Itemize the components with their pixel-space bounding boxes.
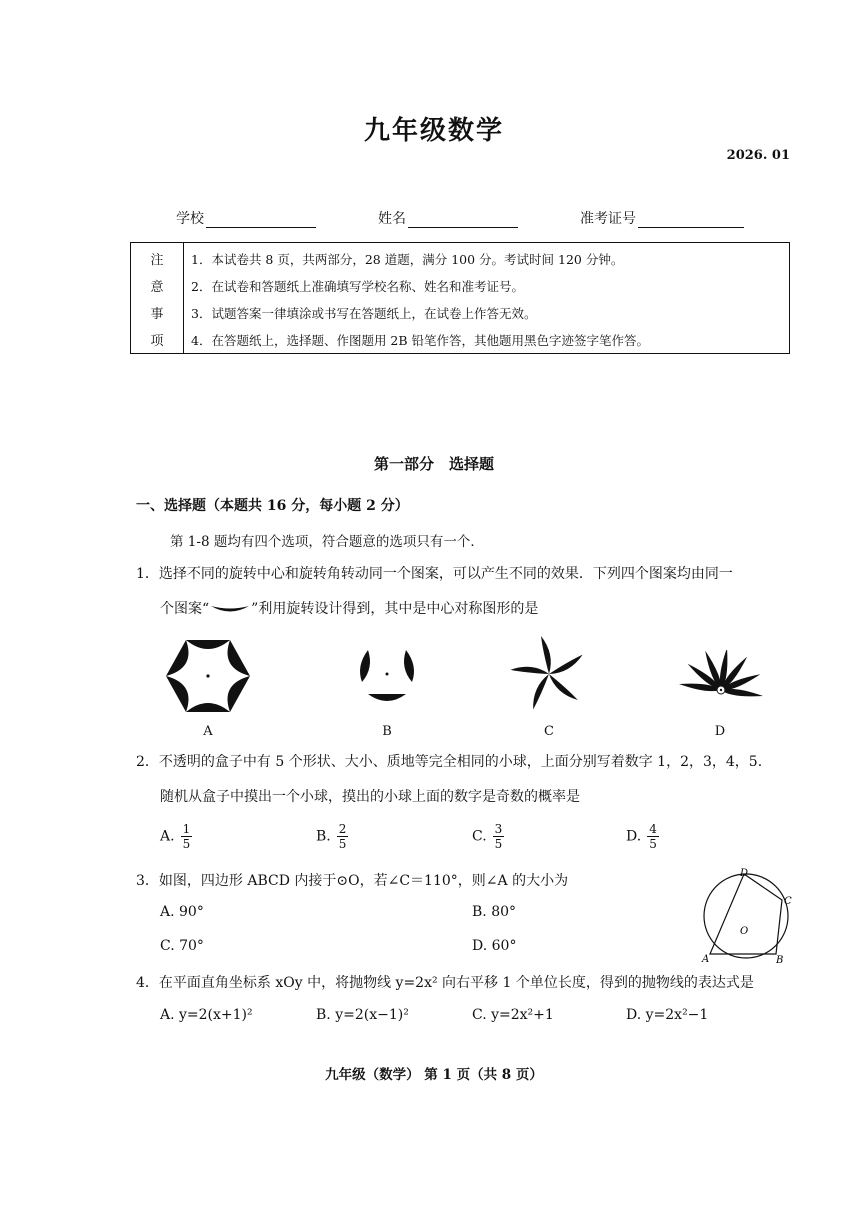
notice-side-label (131, 243, 184, 353)
figure-label-o: O (740, 926, 749, 937)
school-label: 学校 (176, 211, 204, 227)
q4-option-d[interactable]: D. y=2x²−1 (626, 1007, 709, 1023)
section-intro: 第 1-8 题均有四个选项，符合题意的选项只有一个． (170, 534, 484, 550)
q4-text-line1: 4．在平面直角坐标系 xOy 中，将抛物线 y=2x² 向右平移 1 个单位长度，得到的抛物线的表达式是 (136, 975, 754, 991)
q1-label-b: B (382, 724, 392, 739)
name-field[interactable] (378, 208, 518, 228)
notice-box (130, 242, 790, 354)
notice-char: 项 (150, 334, 164, 349)
figure-label-d: D (740, 868, 749, 879)
q2-option-d[interactable]: D. $\frac{4}{5}$ (626, 822, 657, 851)
q2-text-line1: 2．不透明的盒子中有 5 个形状、大小、质地等完全相同的小球，上面分别写着数字 1，2，3，4，5. (136, 754, 763, 770)
q3-option-b[interactable]: B. 80° (472, 904, 517, 920)
q1-text-pre: 个图案“ (160, 601, 210, 617)
notice-char: 意 (150, 280, 164, 295)
q1-label-a: A (203, 724, 213, 739)
q1-figure-c-pinwheel-icon[interactable] (506, 634, 592, 714)
q4-option-a[interactable]: A. y=2(x+1)² (160, 1007, 253, 1023)
q1-figure-b-circle-segments-icon[interactable] (354, 640, 420, 706)
exam-date: 2026. 01 (726, 148, 790, 163)
notice-char: 事 (150, 307, 164, 322)
name-label: 姓名 (378, 211, 406, 227)
q2-option-c[interactable]: C. $\frac{3}{5}$ (472, 822, 503, 851)
q3-option-a[interactable]: A. 90° (160, 904, 204, 920)
crescent-pattern-icon (209, 603, 251, 615)
notice-item: 1．本试卷共 8 页，共两部分，28 道题，满分 100 分。考试时间 120 分钟。 (191, 252, 624, 267)
q3-circle-figure (698, 864, 798, 964)
q2-option-a[interactable]: A. $\frac{1}{5}$ (160, 822, 191, 851)
q1-text-line1: 1．选择不同的旋转中心和旋转角转动同一个图案，可以产生不同的效果．下列四个图案均由同一 (136, 566, 733, 582)
part-title: 第一部分 选择题 (373, 455, 494, 473)
notice-item: 2．在试卷和答题纸上准确填写学校名称、姓名和准考证号。 (191, 279, 524, 294)
notice-item: 3．试题答案一律填涂或书写在答题纸上，在试卷上作答无效。 (191, 306, 537, 321)
q3-option-d[interactable]: D. 60° (472, 938, 517, 954)
notice-item: 4．在答题纸上，选择题、作图题用 2B 铅笔作答，其他题用黑色字迹签字笔作答。 (191, 333, 650, 348)
q1-text-post: ”利用旋转设计得到，其中是中心对称图形的是 (251, 601, 539, 617)
q3-text-line1: 3．如图，四边形 ABCD 内接于⊙O，若∠C＝110°，则∠A 的大小为 (136, 873, 569, 889)
q1-label-c: C (544, 724, 554, 739)
name-blank[interactable] (408, 213, 518, 228)
figure-label-c: C (784, 896, 792, 907)
q4-option-c[interactable]: C. y=2x²+1 (472, 1007, 554, 1023)
section-title: 一、选择题（本题共 16 分，每小题 2 分） (136, 498, 409, 514)
exam-id-field[interactable] (580, 208, 744, 228)
q3-option-c[interactable]: C. 70° (160, 938, 204, 954)
page-footer: 九年级（数学） 第 1 页（共 8 页） (325, 1067, 543, 1083)
q1-figure-a-hexagon-icon[interactable] (164, 636, 252, 716)
page-title: 九年级数学 (363, 116, 504, 146)
figure-label-b: B (776, 955, 784, 964)
figure-label-a: A (702, 954, 710, 964)
q1-text-line2 (160, 598, 538, 618)
exam-id-label: 准考证号 (580, 211, 636, 227)
school-field[interactable] (176, 208, 316, 228)
school-blank[interactable] (206, 213, 316, 228)
q2-option-b[interactable]: B. $\frac{2}{5}$ (316, 822, 347, 851)
q4-option-b[interactable]: B. y=2(x−1)² (316, 1007, 409, 1023)
q1-figure-d-fan-icon[interactable] (674, 650, 768, 706)
q1-label-d: D (714, 724, 726, 739)
q2-text-line2: 随机从盒子中摸出一个小球，摸出的小球上面的数字是奇数的概率是 (160, 789, 580, 805)
notice-char: 注 (150, 253, 164, 268)
exam-id-blank[interactable] (638, 213, 744, 228)
